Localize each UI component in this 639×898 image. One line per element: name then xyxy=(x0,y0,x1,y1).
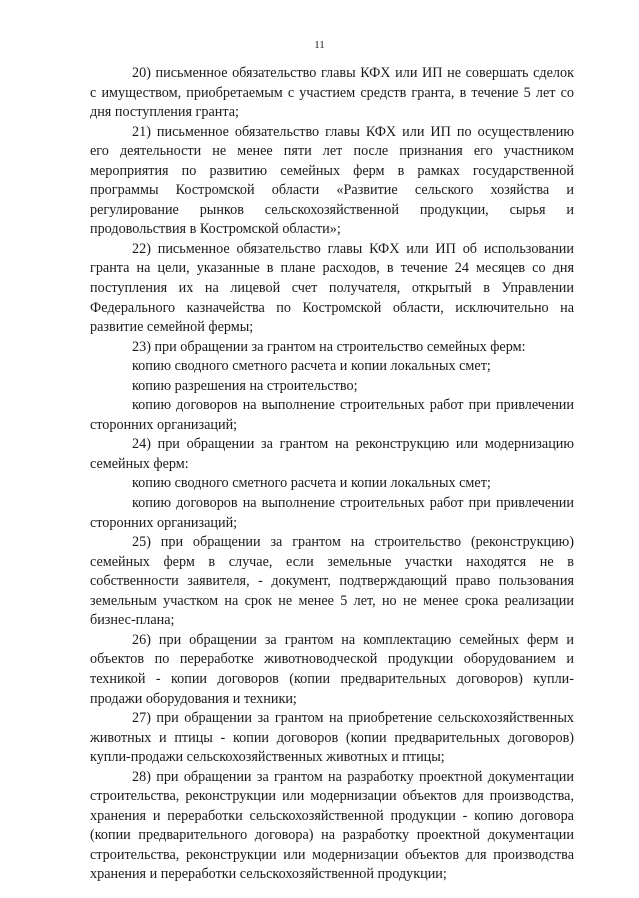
page-number: 11 xyxy=(314,39,325,51)
paragraph-item-24: 24) при обращении за грантом на реконструкцию или модернизацию семейных ферм: xyxy=(90,436,574,472)
paragraph-item-24-contracts: копию договоров на выполнение строительных работ при привлечении сторонних организаций; xyxy=(90,495,574,531)
paragraph-item-25: 25) при обращении за грантом на строительство (реконструкцию) семейных ферм в случае, если земельные участки находятся не в собственности заявителя, - документ, подтверждающий право пользования земельным участком на срок не менее 5 лет, но не менее срока реализации бизнес-плана; xyxy=(90,534,574,629)
document-body xyxy=(90,64,574,885)
paragraph-item-20: 20) письменное обязательство главы КФХ или ИП не совершать сделок с имуществом, приобретаемым с участием средств гранта, в течение 5 лет со дня поступления гранта; xyxy=(90,65,574,121)
paragraph-item-23: 23) при обращении за грантом на строительство семейных ферм: xyxy=(132,338,526,355)
paragraph-item-27: 27) при обращении за грантом на приобретение сельскохозяйственных животных и птицы - копии договоров (копии предварительных договоров) купли-продажи сельскохозяйственных животных и птицы; xyxy=(90,710,574,766)
paragraph-item-26: 26) при обращении за грантом на комплектацию семейных ферм и объектов по переработке животноводческой продукции оборудованием и техникой - копии договоров (копии предварительных договоров) купли-продажи оборудования и техники; xyxy=(90,631,574,707)
paragraph-item-21: 21) письменное обязательство главы КФХ или ИП по осуществлению его деятельности не менее пяти лет после признания его участником мероприятия по развитию семейных ферм в рамках государственной программы Костромской области «Развитие сельского хозяйства и регулирование рынков сельскохозяйственной продукции, сырья и продовольствия в Костромской области»; xyxy=(90,123,574,238)
paragraph-item-23-contracts: копию договоров на выполнение строительных работ при привлечении сторонних организаций; xyxy=(90,397,574,433)
paragraph-item-28: 28) при обращении за грантом на разработку проектной документации строительства, реконструкции или модернизации объектов для производства, хранения и переработки сельскохозяйственной продукции - копию договора (копии предварительного договора) на разработку проектной документации строительства, реконструкции или модернизации объектов для производства хранения и переработки сельскохозяйственной продукции; xyxy=(90,768,574,883)
paragraph-item-22: 22) письменное обязательство главы КФХ или ИП об использовании гранта на цели, указанные в плане расходов, в течение 24 месяцев со дня поступления их на лицевой счет получателя, открытый в Управлении Федерального казначейства по Костромской области, исключительно на развитие семейной фермы; xyxy=(90,240,574,336)
paragraph-item-23-permit: копию разрешения на строительство; xyxy=(132,377,358,394)
paragraph-item-24-estimate: копию сводного сметного расчета и копии локальных смет; xyxy=(132,475,491,492)
paragraph-item-23-estimate: копию сводного сметного расчета и копии локальных смет; xyxy=(132,358,491,375)
